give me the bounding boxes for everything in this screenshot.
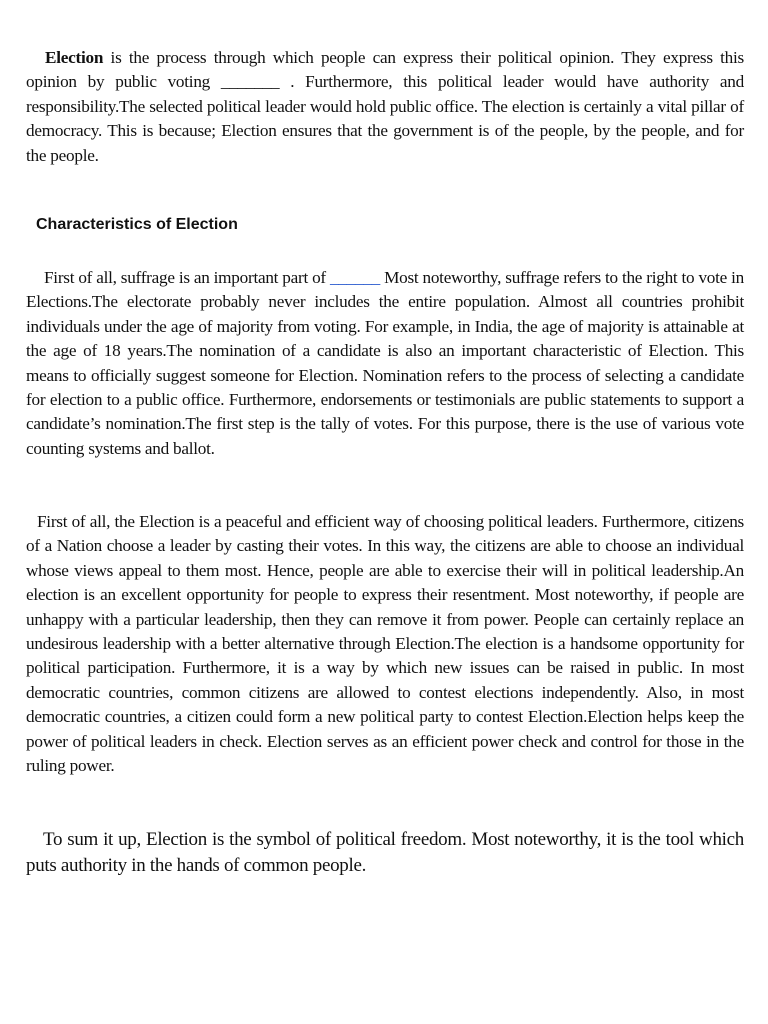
characteristics-text-start: First of all, suffrage is an important part of bbox=[44, 268, 330, 287]
importance-paragraph bbox=[26, 510, 744, 778]
conclusion-text: To sum it up, Election is the symbol of political freedom. Most noteworthy, it is the tool which puts authority in the hands of common people. bbox=[26, 829, 744, 876]
fill-in-blank: ______ bbox=[329, 268, 381, 287]
importance-text: First of all, the Election is a peaceful and efficient way of choosing political leaders. Furthermore, citizens of a Nation choose a leader by casting their votes. In this way, the citizens are able to choose an individual whose views appeal to them most. Hence, people are able to exercise their will in political leadership.An election is an excellent opportunity for people to express their resentment. Most noteworthy, if people are unhappy with a particular leadership, then they can remove it from power. People can certainly replace an undesirous leadership with a better alternative through Election.The election is a handsome opportunity for political participation. Furthermore, it is a way by which new issues can be raised in public. In most democratic countries, common citizens are allowed to contest elections independently. Also, in most democratic countries, a citizen could form a new political party to contest Election.Election helps keep the power of political leaders in check. Election serves as an efficient power check and control for those in the ruling power. bbox=[26, 512, 744, 776]
intro-paragraph bbox=[26, 46, 744, 168]
section-heading: Characteristics of Election bbox=[36, 216, 238, 233]
characteristics-text-end: Most noteworthy, suffrage refers to the right to vote in Elections.The electorate probably never includes the entire population. Almost all countries prohibit individuals under the age of majority from voting. For example, in India, the age of majority is attainable at the age of 18 years.The nomination of a candidate is also an important characteristic of Election. This means to officially suggest someone for Election. Nomination refers to the process of selecting a candidate for election to a public office. Furthermore, endorsements or testimonials are public statements to support a candidate’s nomination.The first step is the tally of votes. For this purpose, there is the use of various vote counting systems and ballot. bbox=[26, 268, 744, 458]
intro-text: is the process through which people can express their political opinion. They express this opinion by public voting _______ . Furthermore, this political leader would have authority and responsibility.The selected political leader would hold public office. The election is certainly a vital pillar of democracy. This is because; Election ensures that the government is of the people, by the people, and for the people. bbox=[26, 48, 744, 165]
conclusion-paragraph bbox=[26, 827, 744, 879]
characteristics-paragraph bbox=[26, 266, 744, 461]
intro-bold-lead: Election bbox=[45, 48, 104, 67]
